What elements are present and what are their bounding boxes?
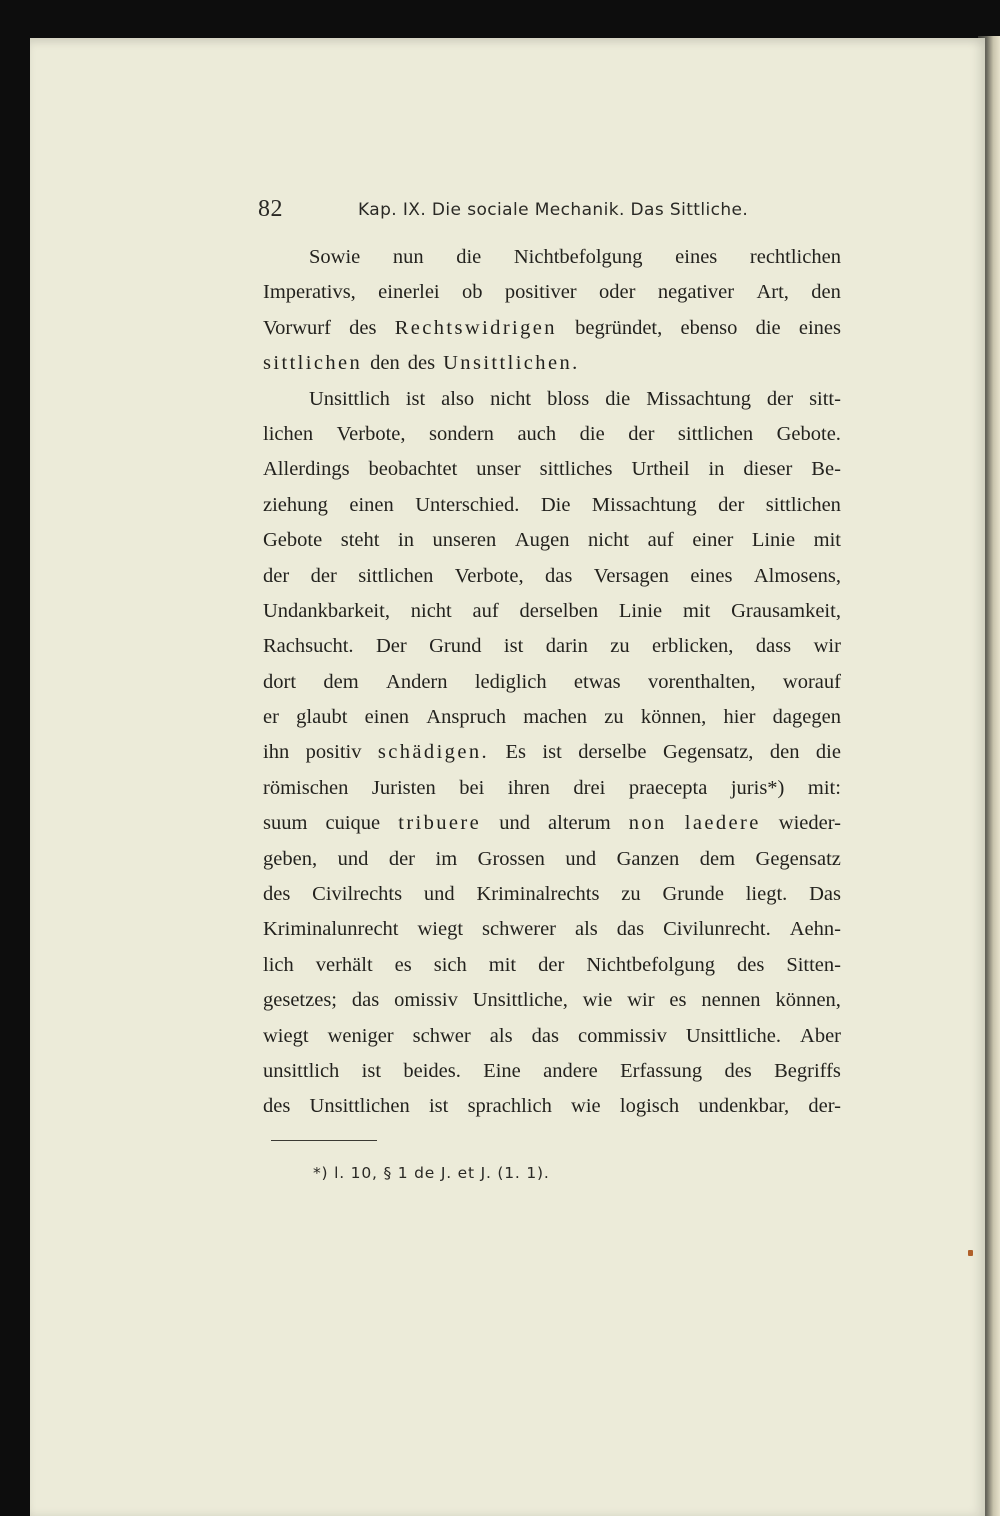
text-line: lichen Verbote, sondern auch die der sittlichen Gebote. bbox=[263, 422, 841, 445]
text-line: Undankbarkeit, nicht auf derselben Linie mit Grausamkeit, bbox=[263, 599, 841, 622]
running-title: Kap. IX. Die sociale Mechanik. Das Sittliche. bbox=[358, 200, 749, 220]
text-line: Allerdings beobachtet unser sittliches Urtheil in dieser Be- bbox=[263, 458, 841, 481]
text-line: er glaubt einen Anspruch machen zu können, hier dagegen bbox=[263, 706, 841, 729]
text-line: wiegt weniger schwer als das commissiv Unsittliche. Aber bbox=[263, 1024, 841, 1047]
text-line: geben, und der im Grossen und Ganzen dem Gegensatz bbox=[263, 847, 841, 870]
text-line: Rachsucht. Der Grund ist darin zu erblicken, dass wir bbox=[263, 635, 841, 658]
text-line: Gebote steht in unseren Augen nicht auf einer Linie mit bbox=[263, 529, 841, 552]
text-line: dort dem Andern lediglich etwas vorenthalten, worauf bbox=[263, 670, 841, 693]
text-line: des Civilrechts und Kriminalrechts zu Grunde liegt. Das bbox=[263, 883, 841, 906]
body-text bbox=[263, 240, 841, 1125]
text-line: der der sittlichen Verbote, das Versagen eines Almosens, bbox=[263, 564, 841, 587]
text-line: Sowie nun die Nichtbefolgung eines rechtlichen bbox=[309, 246, 841, 268]
footnote-divider bbox=[271, 1140, 377, 1141]
text-line: Unsittlich ist also nicht bloss die Missachtung der sitt- bbox=[309, 387, 841, 410]
text-line: ziehung einen Unterschied. Die Missachtung der sittlichen bbox=[263, 493, 841, 516]
text-line: suum cuique tribuere und alterum non laedere wieder- bbox=[263, 812, 841, 835]
text-line: unsittlich ist beides. Eine andere Erfassung des Begriffs bbox=[263, 1059, 841, 1082]
page-number: 82 bbox=[258, 196, 283, 222]
page-header bbox=[258, 196, 840, 226]
footnote: *) l. 10, § 1 de J. et J. (1. 1). bbox=[313, 1164, 550, 1182]
paragraph bbox=[263, 240, 841, 382]
text-line: Vorwurf des Rechtswidrigen begründet, ebenso die eines bbox=[263, 316, 841, 339]
text-line: gesetzes; das omissiv Unsittliche, wie wir es nennen können, bbox=[263, 989, 841, 1012]
text-line: sittlichen den des Unsittlichen. bbox=[263, 352, 580, 375]
text-line: römischen Juristen bei ihren drei praecepta juris*) mit: bbox=[263, 776, 841, 799]
paragraph bbox=[263, 382, 841, 1125]
text-line: des Unsittlichen ist sprachlich wie logisch undenkbar, der- bbox=[263, 1095, 841, 1118]
text-line: ihn positiv schädigen. Es ist derselbe Gegensatz, den die bbox=[263, 741, 841, 764]
page-speck bbox=[968, 1250, 973, 1256]
text-line: Imperativs, einerlei ob positiver oder negativer Art, den bbox=[263, 281, 841, 304]
text-line: lich verhält es sich mit der Nichtbefolgung des Sitten- bbox=[263, 953, 841, 976]
text-line: Kriminalunrecht wiegt schwerer als das Civilunrecht. Aehn- bbox=[263, 918, 841, 941]
